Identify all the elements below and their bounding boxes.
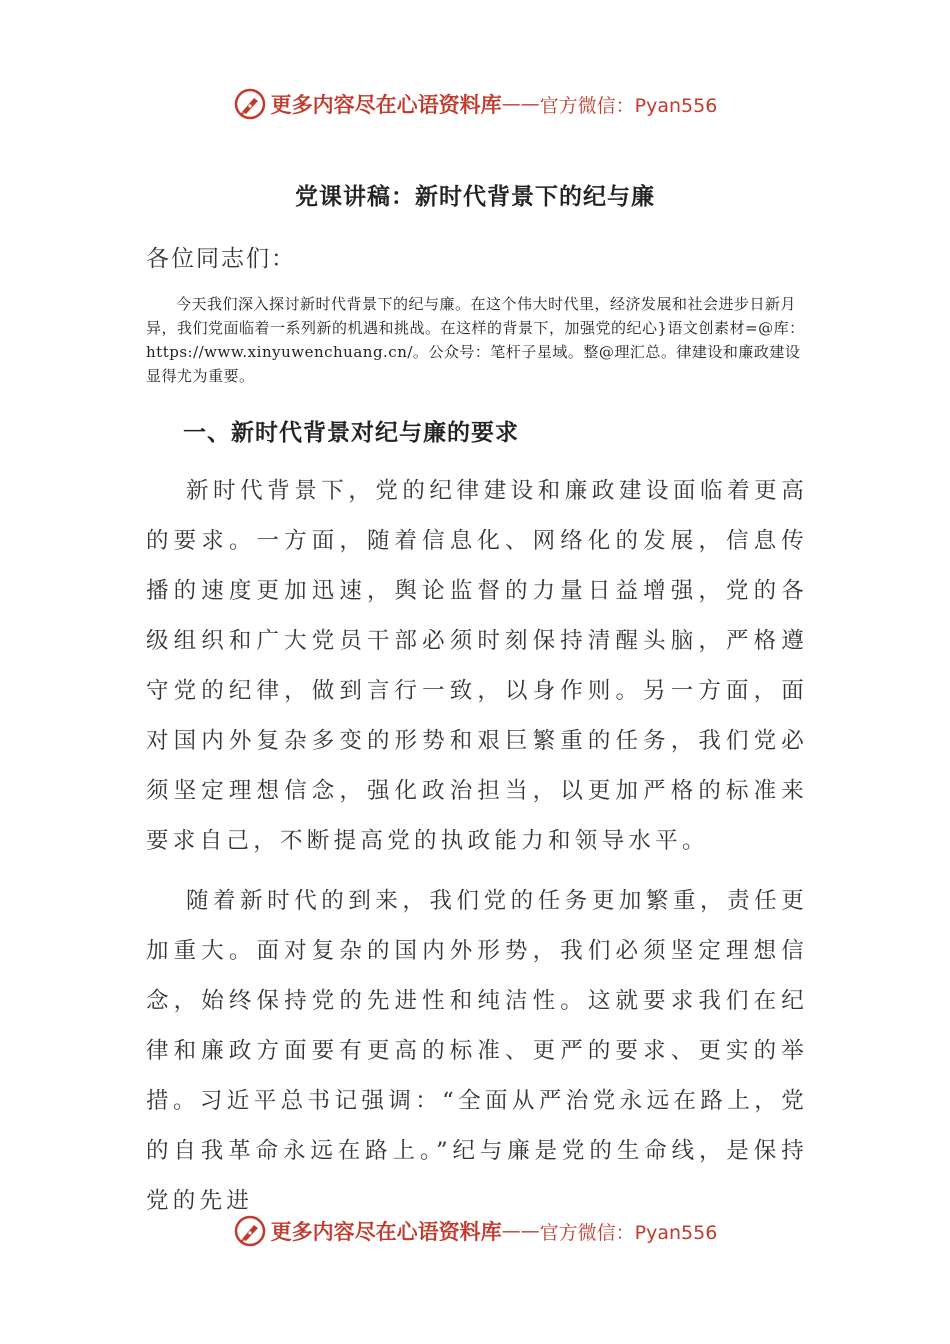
salutation: 各位同志们： xyxy=(146,246,296,272)
banner-main-text: 更多内容尽在心语资料库 xyxy=(270,1219,502,1244)
body-paragraph-2: 随着新时代的到来，我们党的任务更加繁重，责任更加重大。面对复杂的国内外形势，我们必须坚定理想信念，始终保持党的先进性和纯洁性。这就要求我们在纪律和廉政方面要有更高的标准、更严的要求、更实的举措。习近平总书记强调：“全面从严治党永远在路上，党的自我革命永远在路上。”纪与廉是党的生命线，是保持党的先进 xyxy=(146,888,808,1214)
intro-paragraph: 今天我们深入探讨新时代背景下的纪与廉。在这个伟大时代里，经济发展和社会进步日新月异，我们党面临着一系列新的机遇和挑战。在这样的背景下，加强党的纪心}语文创素材=@库：https://www.xinyuwenchuang.cn/。公众号：笔杆子星域。整@理汇总。律建设和廉政建设显得尤为重要。 xyxy=(146,295,805,385)
banner-contact-text: 官方微信：Pyan556 xyxy=(539,1221,718,1244)
banner-main-text: 更多内容尽在心语资料库 xyxy=(270,92,502,117)
footer-banner xyxy=(0,1211,950,1251)
body-paragraph-1: 新时代背景下，党的纪律建设和廉政建设面临着更高的要求。一方面，随着信息化、网络化的发展，信息传播的速度更加迅速，舆论监督的力量日益增强，党的各级组织和广大党员干部必须时刻保持清醒头脑，严格遵守党的纪律，做到言行一致，以身作则。另一方面，面对国内外复杂多变的形势和艰巨繁重的任务，我们党必须坚定理想信念，强化政治担当，以更加严格的标准来要求自己，不断提高党的执政能力和领导水平。 xyxy=(146,478,808,854)
banner-separator: —— xyxy=(501,1220,540,1242)
banner-contact-text: 官方微信：Pyan556 xyxy=(539,94,718,117)
pen-nib-logo-icon xyxy=(233,87,267,121)
banner-separator: —— xyxy=(501,93,540,115)
document-title: 党课讲稿：新时代背景下的纪与廉 xyxy=(295,183,655,210)
section-heading-1: 一、新时代背景对纪与廉的要求 xyxy=(183,419,519,446)
pen-nib-logo-icon xyxy=(233,1214,267,1248)
header-banner xyxy=(0,84,950,124)
